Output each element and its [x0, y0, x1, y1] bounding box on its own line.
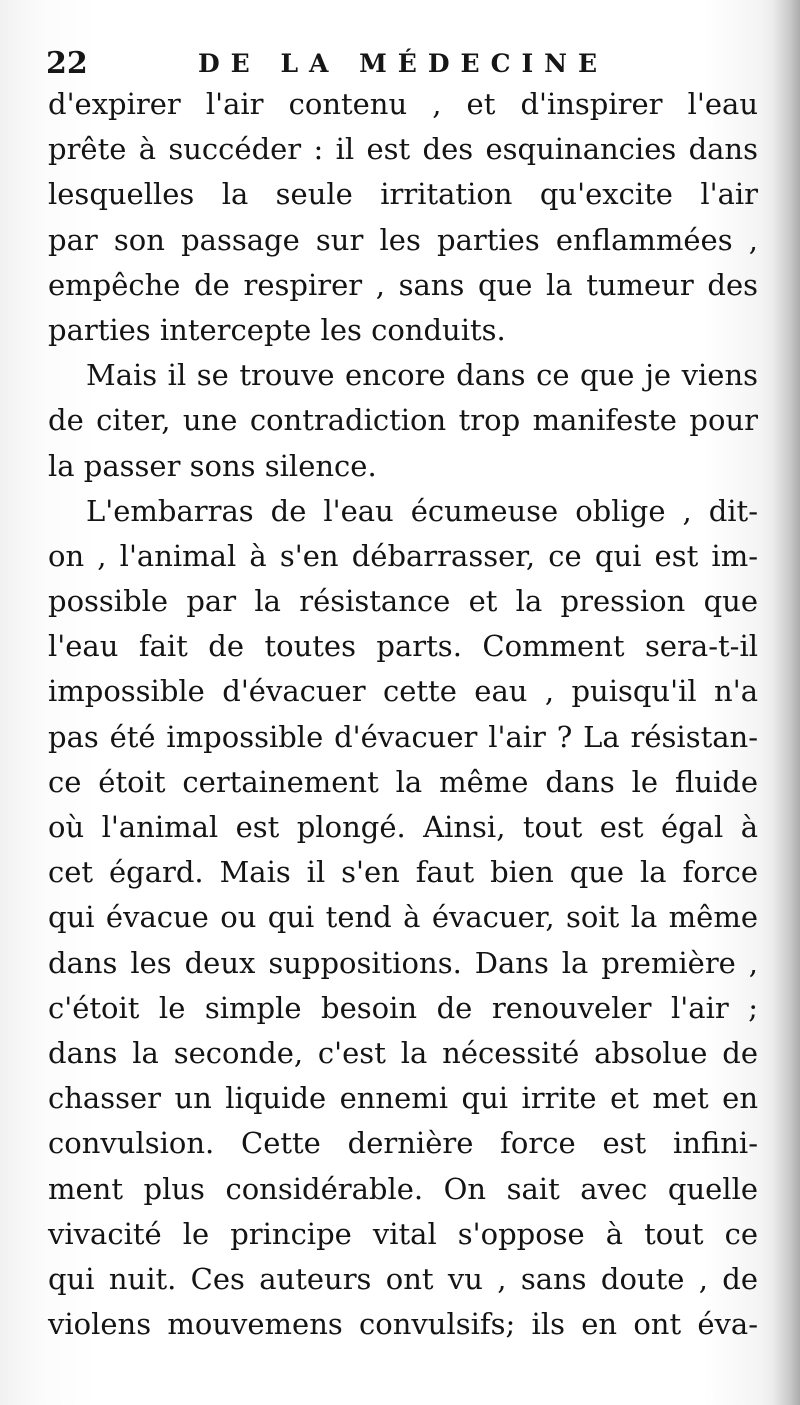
text-line: qui nuit. Ces auteurs ont vu , sans doute , de: [48, 1261, 758, 1296]
text-line: parties intercepte les conduits.: [48, 312, 506, 347]
text-line: convulsion. Cette dernière force est infini-: [48, 1126, 758, 1161]
text-line: violens mouvemens convulsifs; ils en ont éva-: [48, 1307, 758, 1342]
text-line: Mais il se trouve encore dans ce que je viens: [86, 358, 758, 393]
text-line: dans les deux suppositions. Dans la première ,: [48, 945, 758, 980]
page-header: [46, 44, 609, 84]
body-text: [48, 82, 758, 1347]
text-line: cet égard. Mais il s'en faut bien que la force: [48, 855, 758, 890]
text-line: prête à succéder : il est des esquinancies dans: [48, 132, 758, 167]
text-line: impossible d'évacuer cette eau , puisqu'il n'a: [48, 674, 758, 709]
running-head: DE LA MÉDECINE: [198, 49, 609, 78]
text-line: par son passage sur les parties enflammées ,: [48, 222, 758, 257]
text-line: ce étoit certainement la même dans le fluide: [48, 764, 758, 799]
text-line: dans la seconde, c'est la nécessité absolue de: [48, 1035, 758, 1070]
text-line: on , l'animal à s'en débarrasser, ce qui est im-: [48, 538, 758, 573]
text-line: d'expirer l'air contenu , et d'inspirer l'eau: [48, 87, 758, 121]
text-line: lesquelles la seule irritation qu'excite l'air: [48, 177, 758, 212]
text-line: de citer, une contradiction trop manifeste pour: [48, 403, 758, 438]
text-line: L'embarras de l'eau écumeuse oblige , dit-: [86, 493, 758, 528]
text-line: c'étoit le simple besoin de renouveler l'air ;: [48, 990, 758, 1025]
text-line: la passer sons silence.: [48, 448, 377, 483]
page-edge-shadow: [772, 0, 800, 1405]
page-number: 22: [46, 46, 88, 81]
text-line: pas été impossible d'évacuer l'air ? La résistan-: [48, 719, 758, 754]
text-line: vivacité le principe vital s'oppose à tout ce: [48, 1216, 758, 1251]
text-line: où l'animal est plongé. Ainsi, tout est égal à: [48, 810, 758, 844]
text-line: ment plus considérable. On sait avec quelle: [48, 1171, 758, 1206]
text-line: empêche de respirer , sans que la tumeur des: [48, 267, 758, 302]
text-line: l'eau fait de toutes parts. Comment sera-t-il: [48, 629, 758, 664]
text-line: chasser un liquide ennemi qui irrite et met en: [48, 1081, 758, 1116]
text-line: qui évacue ou qui tend à évacuer, soit la même: [48, 900, 758, 935]
text-line: possible par la résistance et la pression que: [48, 584, 758, 619]
